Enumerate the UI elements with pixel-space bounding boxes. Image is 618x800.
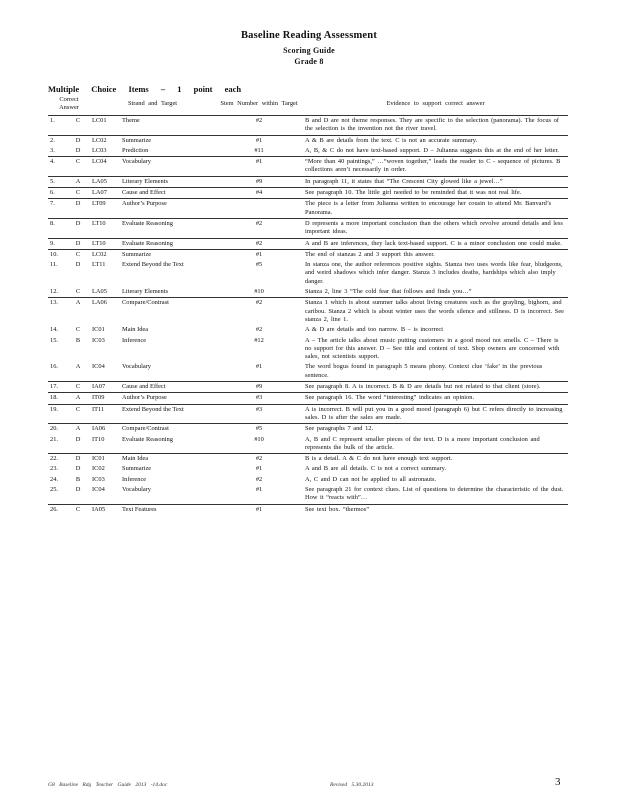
target-code: IC03 (92, 475, 105, 483)
evidence-text: The word bogus found in paragraph 5 means phony. Context clue ‘fake’ in the previous sentence. (305, 363, 543, 379)
target-code: IC02 (92, 465, 105, 473)
correct-answer: D (66, 218, 90, 238)
correct-answer: D (66, 135, 90, 146)
item-number: 11. (50, 261, 58, 269)
target-name: Vocabulary (122, 485, 152, 493)
target-name: Compare/Contrast (120, 424, 215, 435)
table-row (48, 393, 568, 404)
stem-number: #2 (215, 238, 303, 249)
stem-number: #5 (215, 424, 303, 435)
correct-answer: A (75, 363, 81, 371)
item-number: 21. (50, 435, 58, 443)
target-name: Inference (122, 336, 147, 344)
correct-answer: B (75, 336, 81, 344)
stem-number: #2 (255, 326, 263, 334)
table-row (48, 382, 568, 393)
item-number: 3. (50, 146, 55, 154)
table-row (48, 135, 568, 146)
target-name: Cause and Effect (120, 188, 215, 199)
correct-answer: A (66, 424, 90, 435)
correct-answer: A (66, 298, 90, 325)
target-code: IC01 (90, 454, 120, 465)
target-code: IA06 (90, 424, 120, 435)
target-name: Evaluate Reasoning (120, 218, 215, 238)
stem-number: #2 (215, 116, 303, 136)
correct-answer: C (66, 504, 90, 515)
correct-answer: C (66, 404, 90, 424)
stem-number: #3 (215, 404, 303, 424)
item-number: 10. (48, 249, 66, 260)
item-number: 24. (50, 475, 58, 483)
correct-answer: C (66, 157, 90, 177)
footer-filename: G8 Baseline Rdg Teacher Guide 2013 -14.doc (48, 782, 168, 788)
stem-number: #1 (255, 485, 263, 493)
target-code: LT10 (90, 218, 120, 238)
table-row (48, 504, 568, 515)
item-number: 1. (48, 116, 66, 136)
table-row (48, 298, 568, 325)
stem-number: #1 (215, 135, 303, 146)
item-number: 16. (50, 363, 58, 371)
correct-answer: C (75, 288, 81, 296)
target-code: IC04 (92, 363, 105, 371)
table-row (48, 287, 568, 298)
target-name: Literary Elements (120, 176, 215, 187)
target-code: IA07 (90, 382, 120, 393)
evidence-text: A – The article talks about music putting customers in a good mood not smells. C – There is no support for this answer. D – See title and content of text. Shop owners are concerned with sales, not scientists support. (305, 336, 560, 361)
table-row (48, 424, 568, 435)
table-row (48, 464, 568, 474)
target-name: Main Idea (120, 454, 215, 465)
target-code: LA05 (92, 288, 107, 296)
target-name: Evaluate Reasoning (120, 238, 215, 249)
correct-answer: C (66, 188, 90, 199)
correct-answer: D (75, 261, 81, 269)
target-name: Prediction (122, 146, 149, 154)
target-code: IT11 (90, 404, 120, 424)
target-code: LC04 (90, 157, 120, 177)
evidence-text: See paragraphs 7 and 12. (303, 424, 568, 435)
evidence-text: “More than 40 paintings,” …“woven together,” leads the reader to C - sequence of pictures. B collections aren’t necessarily in order. (303, 157, 568, 177)
correct-answer: C (66, 116, 90, 136)
table-row (48, 249, 568, 260)
item-number: 12. (50, 288, 58, 296)
evidence-text: See paragraph 21 for context clues. List of questions to determine the characteristic of the dust. How it “reacts with”… (305, 485, 564, 502)
evidence-text: A and B are inferences, they lack text-based support. C is a minor conclusion one could make. (303, 238, 568, 249)
stem-number: #1 (215, 504, 303, 515)
footer-revised: Revised 5.30.2013 (330, 782, 374, 788)
target-code: LT10 (90, 238, 120, 249)
stem-number: #2 (215, 454, 303, 465)
table-row (48, 146, 568, 157)
evidence-text: A, B and C represent smaller pieces of the text. D is a more important conclusion and represents the bulk of the article. (305, 435, 540, 451)
target-name: Cause and Effect (120, 382, 215, 393)
item-number: 18. (48, 393, 66, 404)
stem-number: #9 (215, 382, 303, 393)
correct-answer: D (66, 199, 90, 219)
item-number: 26. (48, 504, 66, 515)
item-number: 15. (50, 336, 58, 344)
table-row (48, 199, 568, 219)
target-code: IC04 (92, 485, 105, 493)
scoring-table (48, 94, 568, 515)
correct-answer: C (66, 382, 90, 393)
stem-number: #12 (254, 336, 264, 344)
evidence-text: See paragraph 8. A is incorrect. B & D are details but not related to that client (store). (303, 382, 568, 393)
evidence-text: D represents a more important conclusion than the others which revolve around details and less important ideas. (303, 218, 568, 238)
table-header-row (48, 94, 568, 116)
stem-number: #1 (255, 363, 263, 371)
stem-number: #1 (255, 465, 263, 473)
item-number: 5. (48, 176, 66, 187)
target-name: Inference (122, 475, 147, 483)
target-name: Main Idea (122, 326, 149, 334)
evidence-text: A & B are details from the text. C is not an accurate summary. (303, 135, 568, 146)
table-row (48, 238, 568, 249)
target-code: LA07 (90, 188, 120, 199)
target-name: Literary Elements (122, 288, 168, 296)
evidence-text: In stanza one, the author references positive sights. Stanza two uses words like fear, bludgeons, and weird shadows which infer danger. Stanza 3 includes deaths, hardships which also imply danger. (305, 261, 563, 285)
stem-number: #3 (215, 393, 303, 404)
item-number: 2. (48, 135, 66, 146)
document-subtitle: Scoring Guide (283, 46, 335, 55)
item-number: 8. (48, 218, 66, 238)
table-row (48, 454, 568, 465)
correct-answer: C (66, 249, 90, 260)
evidence-text: See paragraph 16. The word “interesting” indicates an opinion. (303, 393, 568, 404)
correct-answer: D (75, 485, 81, 493)
target-code: LA06 (90, 298, 120, 325)
target-code: LC02 (90, 249, 120, 260)
stem-number: #9 (215, 176, 303, 187)
item-number: 20. (48, 424, 66, 435)
correct-answer: C (75, 326, 81, 334)
section-title: Multiple Choice Items – 1 point each (48, 84, 242, 94)
target-name: Compare/Contrast (120, 298, 215, 325)
target-name: Author’s Purpose (120, 393, 215, 404)
evidence-text: A is incorrect. B will put you in a good mood (paragraph 6) but C refers directly to increasing sales. D is after the sales are made. (303, 404, 568, 424)
target-code: IC01 (92, 326, 105, 334)
item-number: 19. (48, 404, 66, 424)
table-row (48, 336, 568, 363)
evidence-text: See text box. “thermos” (303, 504, 568, 515)
evidence-text: Stanza 2, line 3 “The cold fear that follows and finds you…” (305, 288, 472, 296)
correct-answer: D (66, 238, 90, 249)
item-number: 13. (48, 298, 66, 325)
header-stem-number: Stem Number within Target (215, 94, 303, 116)
target-name: Summarize (120, 135, 215, 146)
correct-answer: A (66, 393, 90, 404)
table-row (48, 435, 568, 454)
evidence-text: The piece is a letter from Julianna written to encourage her cousin to attend Mr. Banvard’s Panorama. (303, 199, 568, 219)
target-name: Text Features (120, 504, 215, 515)
target-name: Theme (120, 116, 215, 136)
target-code: LA05 (90, 176, 120, 187)
stem-number: #5 (255, 261, 263, 269)
correct-answer: A (66, 176, 90, 187)
correct-answer: D (66, 454, 90, 465)
item-number: 7. (48, 199, 66, 219)
stem-number: #4 (215, 188, 303, 199)
stem-number (215, 199, 303, 219)
target-code: LT11 (92, 261, 106, 269)
target-code: LC03 (92, 146, 107, 154)
table-row (48, 325, 568, 335)
stem-number: #11 (254, 146, 264, 154)
item-number: 17. (48, 382, 66, 393)
stem-number: #1 (215, 249, 303, 260)
evidence-text: Stanza 1 which is about summer talks about living creatures such as the grayling, bighorn, and caribou. Stanza 2 which is about winter uses the words silence and stillness. D is incorrect. See stanza 2, line 1. (303, 298, 568, 325)
target-code: LC02 (90, 135, 120, 146)
table-row (48, 176, 568, 187)
target-name: Summarize (120, 249, 215, 260)
evidence-text: A & D are details and too narrow. B – is incorrect (305, 326, 444, 334)
header-strand-target: Strand and Target (90, 94, 215, 116)
document-title: Baseline Reading Assessment (240, 30, 378, 41)
target-name: Author’s Purpose (120, 199, 215, 219)
item-number: 14. (50, 326, 58, 334)
evidence-text: In paragraph 11, it states that “The Crescent City glowed like a jewel…” (303, 176, 568, 187)
evidence-text: A and B are all details. C is not a correct summary. (305, 465, 447, 473)
evidence-text: B is a detail. A & C do not have enough text support. (303, 454, 568, 465)
target-name: Extend Beyond the Text (122, 261, 184, 269)
evidence-text: The end of stanzas 2 and 3 support this answer. (303, 249, 568, 260)
target-name: Vocabulary (120, 157, 215, 177)
table-row (48, 404, 568, 424)
target-code: IT10 (92, 435, 105, 443)
target-code: LT09 (90, 199, 120, 219)
correct-answer: B (75, 475, 81, 483)
item-number: 23. (50, 465, 58, 473)
item-number: 22. (48, 454, 66, 465)
target-name: Vocabulary (122, 363, 152, 371)
evidence-text: A, C and D can not be applied to all astronauts. (305, 475, 437, 483)
correct-answer: D (75, 465, 81, 473)
page-number: 3 (555, 776, 561, 788)
header-evidence: Evidence to support correct answer (303, 94, 568, 116)
target-name: Extend Beyond the Text (120, 404, 215, 424)
evidence-text: A, B, & C do not have text-based support. D – Julianna suggests this at the end of her letter. (305, 146, 559, 154)
table-row (48, 116, 568, 136)
stem-number: #2 (255, 475, 263, 483)
target-name: Evaluate Reasoning (122, 435, 173, 443)
correct-answer: D (75, 146, 81, 154)
stem-number: #10 (254, 435, 264, 443)
stem-number: #1 (215, 157, 303, 177)
stem-number: #10 (254, 288, 264, 296)
item-number: 9. (48, 238, 66, 249)
table-row (48, 188, 568, 199)
table-row (48, 475, 568, 485)
item-number: 25. (50, 485, 58, 493)
target-code: LC01 (90, 116, 120, 136)
table-row (48, 157, 568, 177)
stem-number: #2 (215, 298, 303, 325)
item-number: 6. (48, 188, 66, 199)
target-name: Summarize (122, 465, 152, 473)
target-code: IT09 (90, 393, 120, 404)
correct-answer: D (75, 435, 81, 443)
table-row (48, 362, 568, 381)
table-row (48, 218, 568, 238)
stem-number: #2 (215, 218, 303, 238)
table-row (48, 260, 568, 287)
target-code: IC03 (92, 336, 105, 344)
header-correct-answer: Correct Answer (48, 94, 90, 116)
evidence-text: B and D are not theme responses. They are specific to the selection (panorama). The focus of the selection is the invention not the river travel. (303, 116, 568, 136)
item-number: 4. (48, 157, 66, 177)
target-code: IA05 (90, 504, 120, 515)
table-row (48, 485, 568, 504)
grade-label: Grade 8 (294, 57, 324, 66)
evidence-text: See paragraph 10. The little girl needed to be reminded that it was not real life. (303, 188, 568, 199)
